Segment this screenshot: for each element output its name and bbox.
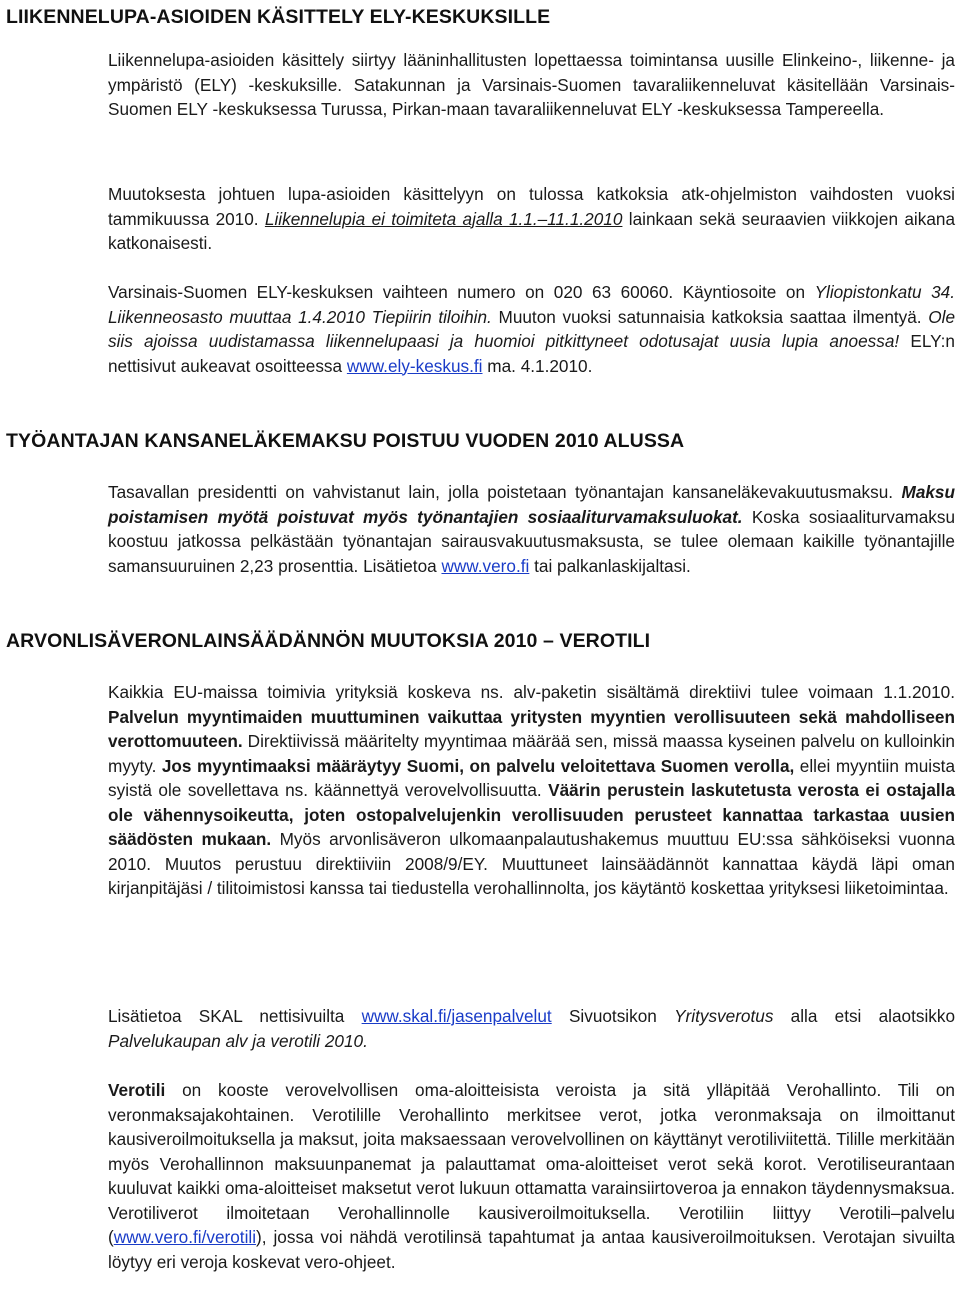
- text: tai palkanlaskijaltasi.: [534, 555, 691, 576]
- text: Varsinais-Suomen ELY-keskuksen vaihteen numero on 020 63 60060. Käyntiosoite on: [108, 282, 806, 302]
- paragraph-verotili: [108, 1078, 955, 1274]
- link-skal-jasenpalvelut[interactable]: www.skal.fi/jasenpalvelut: [361, 1006, 552, 1026]
- text: Direktiivissä määritelty myyntimaa määrää sen, missä maassa kyseinen palvelu on kulloinkin myyty.: [108, 731, 955, 776]
- paragraph-katkokset: [108, 182, 955, 256]
- paragraph-liikennelupa-intro: [108, 48, 955, 122]
- text: ELY:n nettisivut aukeavat osoitteessa: [108, 331, 955, 376]
- text: Muutoksesta johtuen lupa-asioiden käsittelyyn on tulossa katkoksia atk-ohjelmiston vaihdosten vuoksi tammikuussa 2010.: [108, 184, 955, 229]
- term-verotili: Verotili: [108, 1080, 166, 1100]
- emphasis-suomen-vero: Jos myyntimaaksi määräytyy Suomi, on palvelu veloitettava Suomen verolla,: [161, 755, 795, 776]
- text: Lisätietoa SKAL nettisivuilta: [108, 1006, 345, 1026]
- link-ely-keskus[interactable]: www.ely-keskus.fi: [346, 355, 483, 376]
- text: lainkaan sekä seuraavien viikkojen aikana katkonaisesti.: [108, 208, 956, 253]
- text: Sivuotsikon: [568, 1006, 657, 1026]
- text: on kooste verovelvollisen oma-aloitteisista veroista ja sitä ylläpitää Verohallinto. Tili on veronmaksajakohtainen. Verotilille Verohallinto merkitsee verot, jotka veronmaksaja on ilmoittanut kausiveroilmoituksella ja maksut, joita maksaessaan verovelvollinen on käyttänyt verotiliviitettä. Tilille merkitään myös Verohallinnon maksuunpanemat ja palauttamat oma-aloitteiset verot sekä korot. Verotiliseurantaan kuuluvat kaikki oma-aloitteiset maksetut verot lukuun ottamatta varainsiirtoveroa ja ennakon täydennysmaksua. Verotiliverot ilmoitetaan Verohallinnolle kausiveroilmoituksella. Verotiliin liittyy Verotili–palvelu (: [108, 1080, 955, 1247]
- emphasis-vaarin-perustein: Väärin perustein laskutetusta verosta ei ostajalla ole vähennysoikeutta, joten ostopalvelujenkin verollisuuden perusteet kannattaa tarkastaa uusien säädösten mukaan.: [108, 780, 955, 849]
- text: Tasavallan presidentti on vahvistanut lain, jolla poistetaan työnantajan kansaneläkevakuutusmaksu.: [108, 482, 894, 502]
- paragraph-alv-paketti: [108, 680, 955, 901]
- emphasis-address: Yliopistonkatu 34. Liikenneosasto muuttaa 1.4.2010 Tiepiirin tiloihin.: [108, 282, 955, 327]
- section-heading-arvonlisavero: ARVONLISÄVERONLAINSÄÄDÄNNÖN MUUTOKSIA 2010 – VEROTILI: [6, 630, 651, 652]
- section-heading-kansanelakemaksu: TYÖANTAJAN KANSANELÄKEMAKSU POISTUU VUODEN 2010 ALUSSA: [6, 430, 685, 452]
- text: ), jossa voi nähdä verotilinsä tapahtumat ja antaa kausiveroilmoituksen. Verotajan sivuilta löytyy eri veroja koskevat vero-ohjeet.: [108, 1227, 955, 1272]
- text: ellei myyntiin muista syistä ole sovellettava ns. käännettyä verovelvollisuutta.: [108, 755, 956, 800]
- text: Liikennelupa-asioiden käsittely siirtyy lääninhallitusten lopettaessa toimintansa uusille Elinkeino-, liikenne- ja ympäristö (ELY) -keskuksille. Satakunnan ja Varsinais-Suomen tavaraliikenneluvat käsitellään Varsinais-Suomen ELY -keskuksessa Turussa, Pirkan-maan tavaraliikenneluvat ELY -keskuksessa Tampereella.: [108, 50, 955, 119]
- link-vero-verotili[interactable]: www.vero.fi/verotili: [113, 1227, 257, 1247]
- link-vero[interactable]: www.vero.fi: [441, 555, 530, 576]
- paragraph-contact-info: [108, 280, 955, 378]
- paragraph-kansanelakemaksu: [108, 480, 955, 578]
- text: alla etsi alaotsikko: [790, 1006, 956, 1026]
- emphasis-sotu-luokat: Maksu poistamisen myötä poistuvat myös työnantajien sosiaaliturvamaksuluokat.: [108, 482, 955, 527]
- emphasis-no-permits: Liikennelupia ei toimiteta ajalla 1.1.–11.1.2010: [264, 208, 623, 229]
- text: ma. 4.1.2010.: [487, 355, 593, 376]
- paragraph-skal-info: [108, 1004, 955, 1053]
- emphasis-renew-early: Ole siis ajoissa uudistamassa liikennelupaasi ja huomioi pitkittyneet odotusajat uusia lupia anoessa!: [108, 306, 956, 351]
- emphasis-myyntimaat: Palvelun myyntimaiden muuttuminen vaikuttaa yritysten myyntien verollisuuteen sekä mahdolliseen verottomuuteen.: [108, 706, 955, 751]
- text: Koska sosiaaliturvamaksu koostuu jatkossa pelkästään työnantajan sairausvakuutusmaksusta, se tulee olemaan kaikille työnantajille samansuuruinen 2,23 prosenttia. Lisätietoa: [108, 506, 956, 576]
- text: Myös arvonlisäveron ulkomaanpalautushakemus muuttuu EU:ssa sähköiseksi vuonna 2010. Muutos perustuu direktiiviin 2008/9/EY. Muuttuneet lainsäädännöt kannattaa käydä läpi oman kirjanpitäjäsi / tilitoimistosi kanssa tai tiedustella verohallinnolta, jos käytäntö koskettaa yrityksesi liiketoimintaa.: [108, 829, 955, 898]
- emphasis-palvelukaupan-alv: Palvelukaupan alv ja verotili 2010.: [108, 1030, 368, 1051]
- text: Kaikkia EU-maissa toimivia yrityksiä koskeva ns. alv-paketin sisältämä direktiivi tulee voimaan 1.1.2010.: [108, 682, 955, 702]
- section-heading-liikennelupa: LIIKENNELUPA-ASIOIDEN KÄSITTELY ELY-KESKUKSILLE: [6, 6, 551, 28]
- emphasis-yritysverotus: Yritysverotus: [674, 1006, 774, 1026]
- text: Muuton vuoksi satunnaisia katkoksia saattaa ilmentyä.: [498, 306, 922, 327]
